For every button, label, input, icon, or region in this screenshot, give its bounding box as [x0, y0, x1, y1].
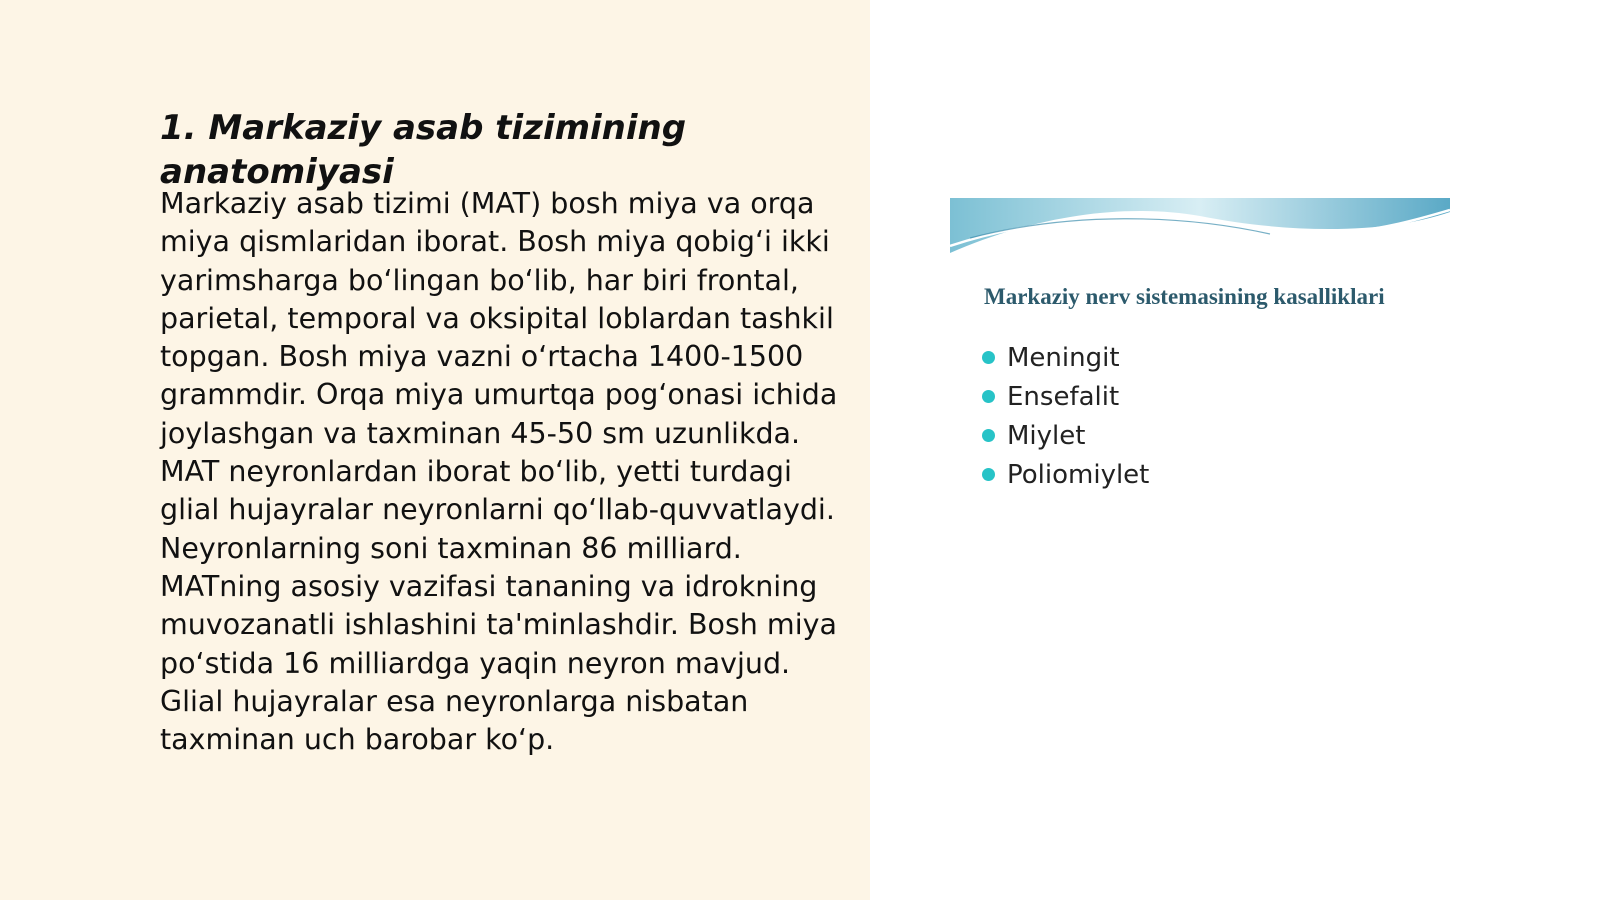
- disease-label: Meningit: [1007, 342, 1120, 373]
- bullet-dot-icon: [982, 390, 995, 403]
- list-item: [982, 338, 1149, 377]
- disease-label: Poliomiylet: [1007, 459, 1150, 490]
- bullet-dot-icon: [982, 351, 995, 364]
- disease-label: Miylet: [1007, 420, 1086, 451]
- bullet-dot-icon: [982, 429, 995, 442]
- slide-image: [950, 198, 1450, 498]
- wave-banner: [950, 198, 1450, 258]
- disease-label: Ensefalit: [1007, 381, 1120, 412]
- disease-list: [982, 338, 1149, 494]
- image-title: Markaziy nerv sistemasining kasalliklari: [984, 284, 1385, 309]
- slide-title: 1. Markaziy asab tizimining anatomiyasi: [160, 108, 687, 192]
- bullet-dot-icon: [982, 468, 995, 481]
- slide-body-text: Markaziy asab tizimi (MAT) bosh miya va orqa miya qismlaridan iborat. Bosh miya qobig‘i ikki yarimsharga bo‘lingan bo‘lib, har biri frontal, parietal, temporal va oksipital loblardan tashkil topgan. Bosh miya vazni o‘rtacha 1400-1500 grammdir. Orqa miya umurtqa pog‘onasi ichida joylashgan va taxminan 45-50 sm uzunlikda. MAT neyronlardan iborat bo‘lib, yetti turdagi glial hujayralar neyronlarni qo‘llab-quvvatlaydi. Neyronlarning soni taxminan 86 milliard. MATning asosiy vazifasi tananing va idrokning muvozanatli ishlashini ta'minlashdir. Bosh miya po‘stida 16 milliardga yaqin neyron mavjud. Glial hujayralar esa neyronlarga nisbatan taxminan uch barobar ko‘p.: [160, 187, 838, 757]
- list-item: [982, 416, 1149, 455]
- list-item: [982, 377, 1149, 416]
- list-item: [982, 455, 1149, 494]
